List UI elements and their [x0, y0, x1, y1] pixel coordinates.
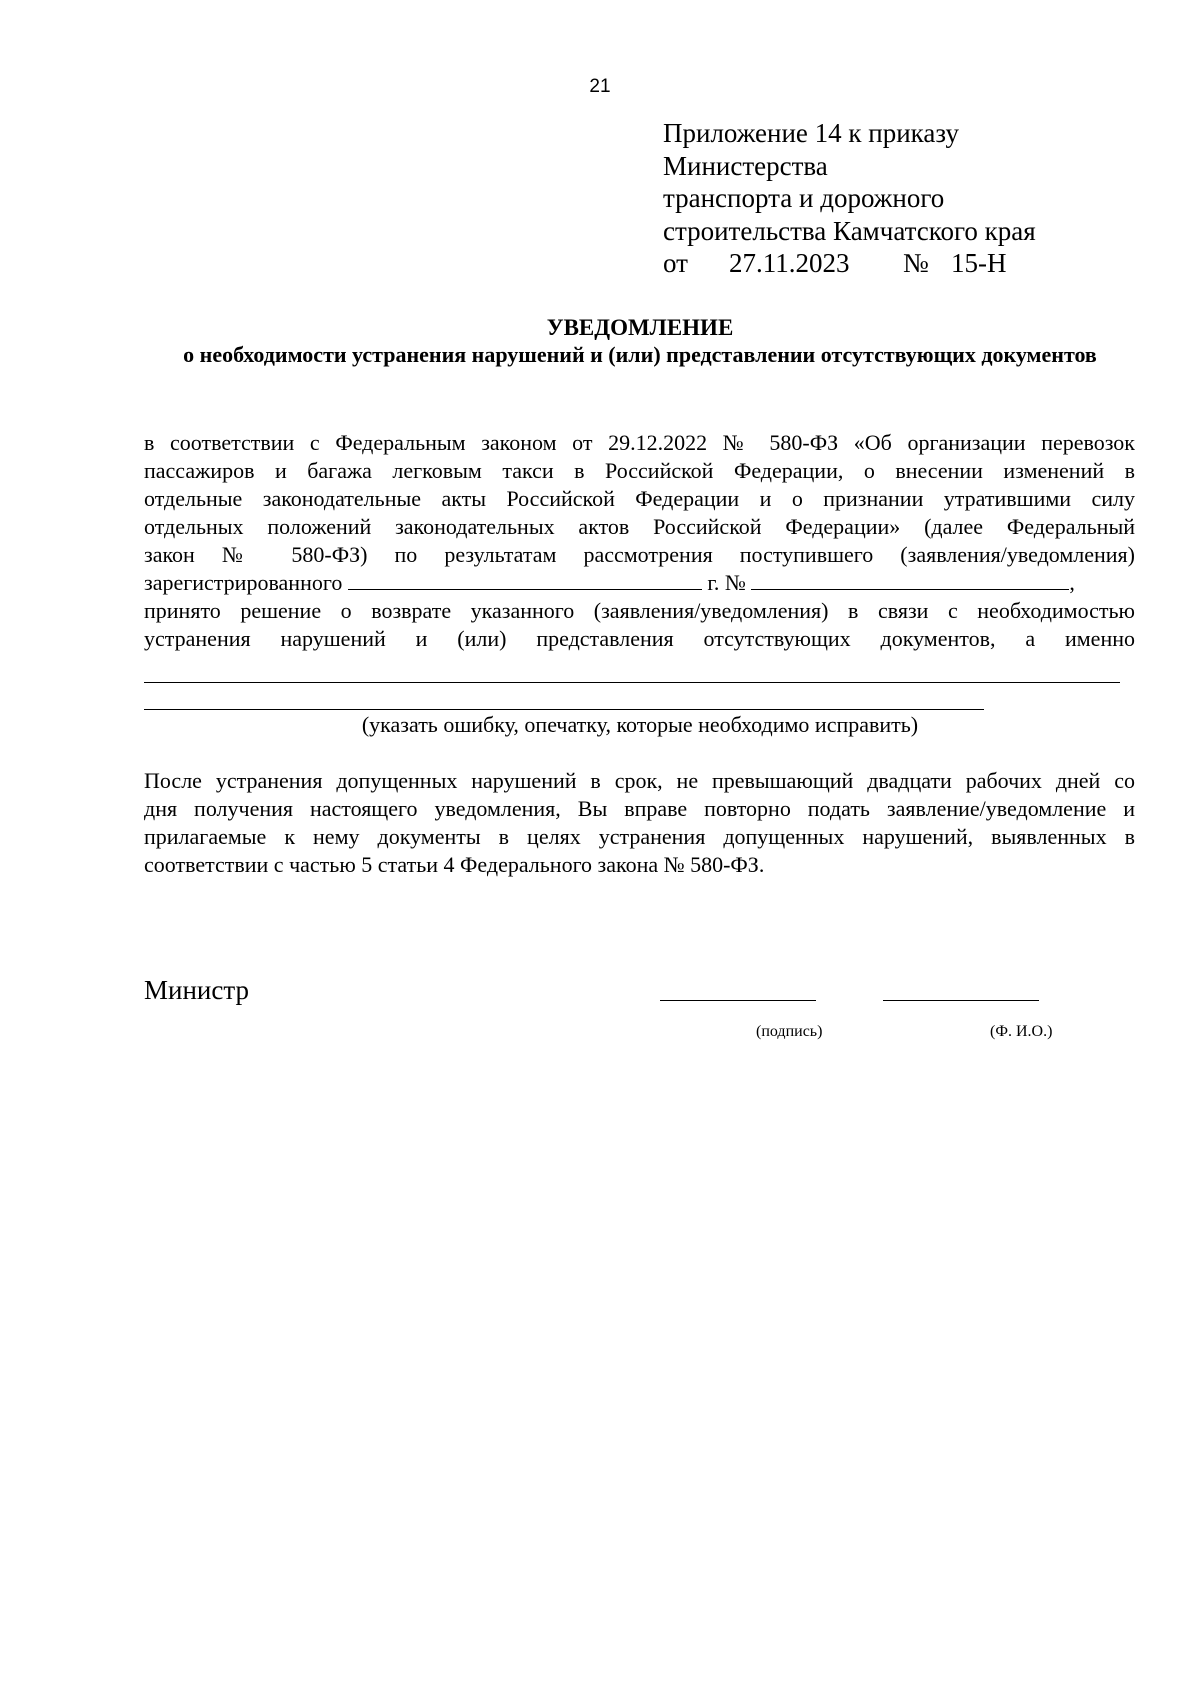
comma: , — [1069, 570, 1075, 595]
followup-paragraph — [144, 767, 1135, 879]
paragraph-line: в соответствии с Федеральным законом от 29.12.2022 № 580-ФЗ «Об организации перевозок — [144, 430, 1135, 455]
paragraph-line: отдельные законодательные акты Российской Федерации и о признании утратившими силу — [144, 486, 1135, 511]
appendix-line: строительства Камчатского края — [663, 215, 1036, 246]
paragraph-line: закон № 580-ФЗ) по результатам рассмотрения поступившего (заявления/уведомления) — [144, 542, 1135, 567]
signature-caption: (подпись) — [756, 1023, 823, 1040]
full-name-caption: (Ф. И.О.) — [990, 1023, 1053, 1040]
error-description-blank-line — [144, 709, 984, 710]
appendix-line: Министерства — [663, 150, 828, 181]
paragraph-line: прилагаемые к нему документы в целях устранения допущенных нарушений, выявленных в — [144, 824, 1135, 849]
paragraph-line: соответствии с частью 5 статьи 4 Федерального закона № 580-ФЗ. — [144, 852, 765, 877]
error-description-blank-line — [144, 682, 1120, 683]
registration-number-blank — [751, 569, 1069, 590]
document-title: УВЕДОМЛЕНИЕ — [546, 315, 734, 340]
registered-label: зарегистрированного — [144, 570, 343, 595]
order-reference — [663, 247, 1036, 280]
page-number: 21 — [589, 76, 611, 97]
number-label: г. № — [707, 570, 746, 595]
registration-line — [144, 569, 1135, 597]
paragraph-line: дня получения настоящего уведомления, Вы вправе повторно подать заявление/уведомление и — [144, 796, 1135, 821]
main-paragraph — [144, 429, 1135, 653]
paragraph-line: принято решение о возврате указанного (заявления/уведомления) в связи с необходимостью — [144, 598, 1135, 623]
paragraph-line: пассажиров и багажа легковым такси в Российской Федерации, о внесении изменений в — [144, 458, 1135, 483]
paragraph-line: устранения нарушений и (или) представления отсутствующих документов, а именно — [144, 626, 1135, 651]
full-name-blank-line — [883, 1000, 1039, 1001]
registration-date-blank — [348, 569, 702, 590]
signature-blank-line — [660, 1000, 816, 1001]
error-description-hint: (указать ошибку, опечатку, которые необходимо исправить) — [361, 712, 919, 737]
document-title-block — [130, 314, 1150, 368]
signatory-position: Министр — [144, 975, 249, 1005]
appendix-line: Приложение 14 к приказу — [663, 118, 959, 148]
appendix-line: транспорта и дорожного — [663, 183, 945, 213]
order-number: 15-Н — [951, 248, 1007, 278]
order-from-label: от — [663, 248, 688, 278]
order-date: 27.11.2023 — [729, 248, 850, 278]
paragraph-line: отдельных положений законодательных актов Российской Федерации» (далее Федеральный — [144, 514, 1135, 539]
paragraph-line: После устранения допущенных нарушений в срок, не превышающий двадцати рабочих дней со — [144, 768, 1135, 793]
order-number-sign: № — [903, 248, 929, 278]
appendix-block — [663, 117, 1036, 280]
document-subtitle: о необходимости устранения нарушений и (или) представлении отсутствующих документов — [183, 342, 1097, 367]
